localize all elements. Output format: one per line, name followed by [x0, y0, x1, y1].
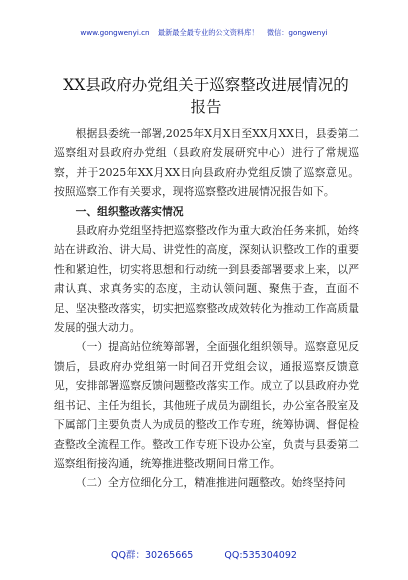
- subsection2-paragraph: （二）全方位细化分工，精准推进问题整改。始终坚持问: [75, 476, 346, 490]
- intro-paragraph: 根据县委统一部署,2025年X月X日至XX月XX日，县委第二巡察组对县政府办党组（县政府发展研究中心）进行了常规巡察，并于2025年XX月XX日向县政府办党组反馈了巡察意见。按照巡察工作有关要求，现将巡察整改进展情况报告如下。: [54, 127, 359, 199]
- header-wechat: 微信：gongwenyi: [266, 28, 328, 37]
- document-title: XX县政府办党组关于巡察整改进展情况的报告: [63, 76, 349, 116]
- header-site-link[interactable]: www.gongwenyi.cn: [80, 28, 150, 37]
- section1-heading: 一、组织整改落实情况: [75, 204, 184, 218]
- subsection1-paragraph: （一）提高站位统筹部署，全面强化组织领导。巡察意见反馈后，县政府办党组第一时间召开党组会议，通报巡察反馈意见，安排部署巡察反馈问题整改落实工作。成立了以县政府办党组书记、主任为组长，其他班子成员为副组长，办公室各股室及下属部门主要负责人为成员的整改工作专班，统筹协调、督促检查整改全流程工作。整改工作专班下设办公室，负责与县委第二巡察组衔接沟通，统筹推进整改期间日常工作。: [54, 340, 359, 470]
- page-header: [0, 28, 408, 38]
- header-slogan: 最新最全最专业的公文资料库！: [157, 28, 259, 37]
- footer-qq: QQ:535304092: [224, 550, 297, 561]
- section1-paragraph: 县政府办党组坚持把巡察整改作为重大政治任务来抓，始终站在讲政治、讲大局、讲党性的高度，深刻认识整改工作的重要性和紧迫性，切实将思想和行动统一到县委部署要求上来，以严肃认真、求真务实的态度，主动认领问题、聚焦于查，直面不足、坚决整改落实，切实把巡察整改成效转化为推动工作高质量发展的强大动力。: [54, 224, 359, 335]
- document-body: [54, 124, 359, 493]
- page-footer: [0, 547, 408, 561]
- footer-qq-group: QQ群：30265665: [111, 550, 194, 561]
